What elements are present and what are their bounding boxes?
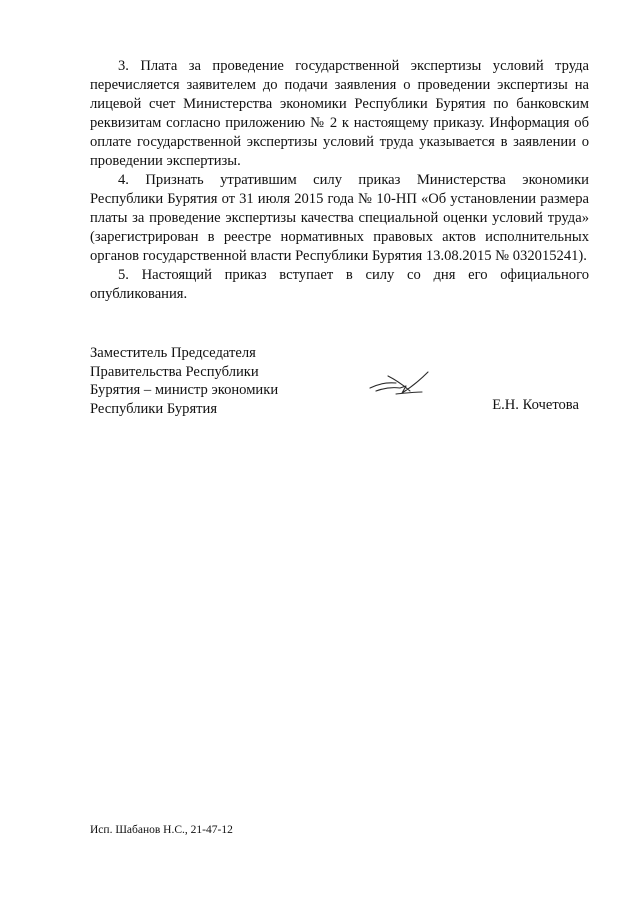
signatory-position-line-3: Бурятия – министр экономики [90,382,279,398]
paragraph-5: 5. Настоящий приказ вступает в силу со дня его официального опубликования. [90,267,589,302]
signatory-name: Е.Н. Кочетова [492,397,579,413]
signatory-position-line-2: Правительства Республики [90,363,259,380]
signatory-position-line-1: Заместитель Председателя [90,345,256,361]
signature-block [90,344,590,417]
paragraph-3: 3. Плата за проведение государственной экспертизы условий труда перечисляется заявителем до подачи заявления о проведении экспертизы на лицевой счет Министерства экономики Республики Бурятия по банковским реквизитам согласно приложению № 2 к настоящему приказу. Информация об оплате государственной экспертизы условий труда указывается в заявлении о проведении экспертизы. [90,58,589,169]
signatory-position-line-4: Республики Бурятия [90,400,218,417]
executor-note: Исп. Шабанов Н.С., 21-47-12 [90,824,233,836]
handwritten-signature-icon [366,364,436,398]
document-body [90,57,589,304]
paragraph-4: 4. Признать утратившим силу приказ Министерства экономики Республики Бурятия от 31 июля 2015 года № 10-НП «Об установлении размера платы за проведение экспертизы качества специальной оценки условий труда» (зарегистрирован в реестре нормативных правовых актов исполнительных органов государственной власти Республики Бурятия 13.08.2015 № 032015241). [90,172,589,264]
